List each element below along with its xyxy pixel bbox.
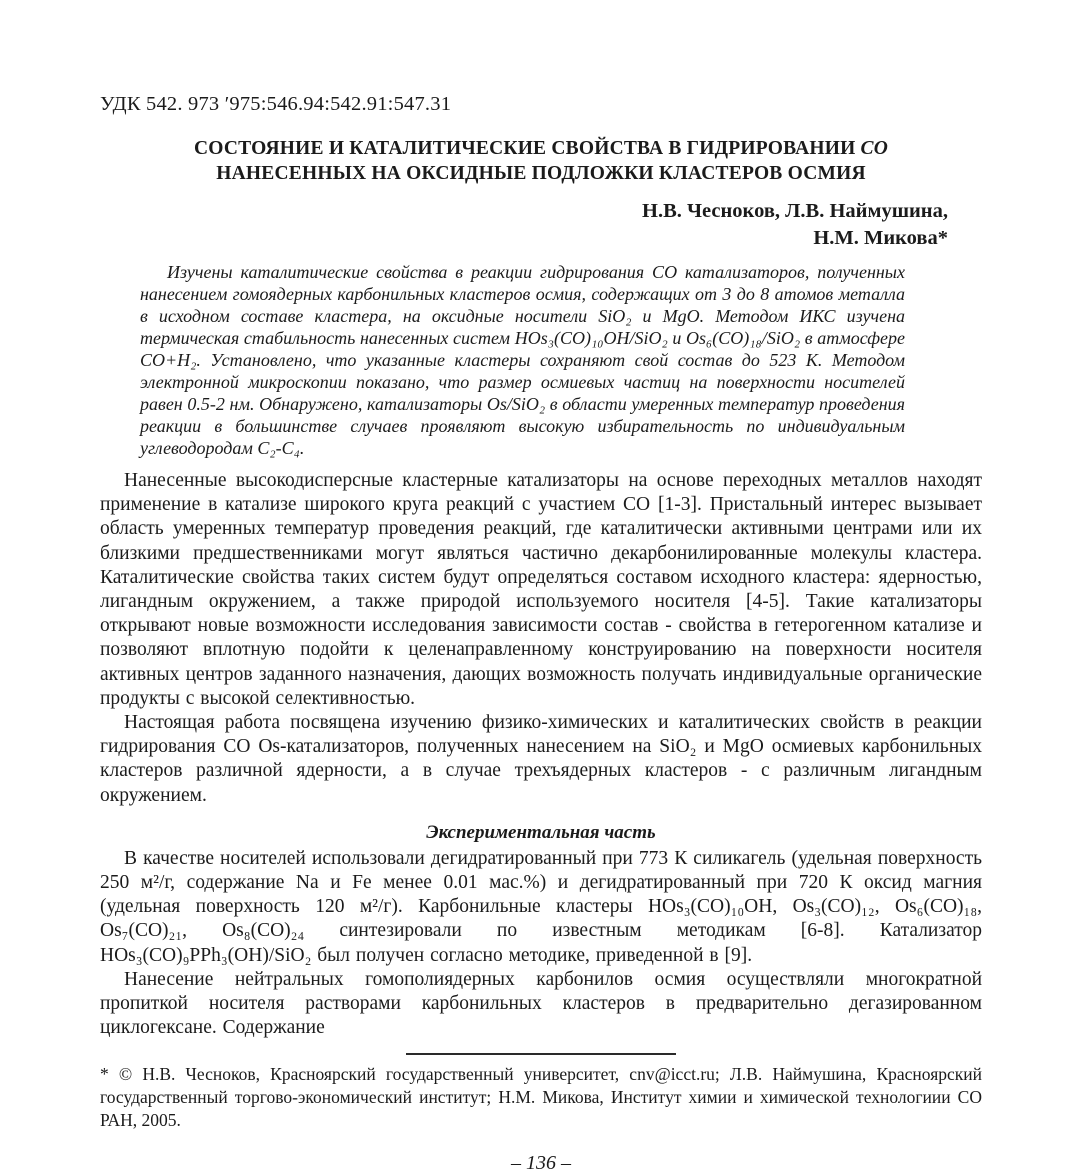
authors-line-1: Н.В. Чесноков, Л.В. Наймушина,: [642, 200, 948, 222]
authors-block: [100, 198, 982, 252]
body-paragraph-3: В качестве носителей использовали дегидратированный при 773 К силикагель (удельная поверхность 250 м²/г, содержание Na и Fe менее 0.01 мас.%) и дегидратированный при 720 К оксид магния (удельная поверхность 120 м²/г). Карбонильные кластеры HOs₃(CO)₁₀OH, Os₃(CO)₁₂, Os₆(CO)₁₈, Os₇(CO)₂₁, Os₈(CO)₂₄ синтезировали по известным методикам [6-8]. Катализатор HOs₃(CO)₉PPh₃(OH)/SiO₂ был получен согласно методике, приведенной в [9].: [100, 847, 982, 966]
title-text-co-italic: СО: [860, 138, 888, 159]
title-line-1: [100, 136, 982, 161]
paper-title: [100, 136, 982, 186]
udc-code: УДК 542. 973 ′975:546.94:542.91:547.31: [100, 93, 452, 115]
footnote-divider: [406, 1053, 676, 1055]
body-paragraph-4: Нанесение нейтральных гомополиядерных карбонилов осмия осуществляли многократной пропиткой носителя растворами карбонильных кластеров в предварительно дегазированном циклогексане. Содержание: [100, 968, 982, 1039]
body-paragraph-2: Настоящая работа посвящена изучению физико-химических и каталитических свойств в реакции гидрирования СО Os-катализаторов, полученных нанесением на SiO₂ и MgO осмиевых карбонильных кластеров различной ядерности, а в случае трехъядерных кластеров - с различным лигандным окружением.: [100, 712, 982, 806]
section-heading-experimental: Экспериментальная часть: [426, 821, 656, 843]
title-text-main: СОСТОЯНИЕ И КАТАЛИТИЧЕСКИЕ СВОЙСТВА В ГИДРИРОВАНИИ: [194, 138, 856, 159]
abstract-text: Изучены каталитические свойства в реакции гидрирования СО катализаторов, полученных нанесением гомоядерных карбонильных кластеров осмия, содержащих от 3 до 8 атомов металла в исходном составе кластера, на оксидные носители SiO₂ и MgO. Методом ИКС изучена термическая стабильность нанесенных систем HOs₃(CO)₁₀OH/SiO₂ и Os₆(CO)₁₈/SiO₂ в атмосфере CO+H₂. Установлено, что указанные кластеры сохраняют свой состав до 523 К. Методом электронной микроскопии показано, что размер осмиевых частиц на поверхности носителей равен 0.5-2 нм. Обнаружено, катализаторы Os/SiO₂ в области умеренных температур проведения реакции в большинстве случаев проявляют высокую избирательность по индивидуальным углеводородам C₂-C₄.: [140, 262, 905, 458]
authors-line-2: Н.М. Микова*: [813, 227, 948, 249]
footnote-text: * © Н.В. Чесноков, Красноярский государственный университет, cnv@icct.ru; Л.В. Наймушина, Красноярский государственный торгово-экономический институт; Н.М. Микова, Институт химии и химической технологиии СО РАН, 2005.: [100, 1064, 982, 1131]
title-line-2: НАНЕСЕННЫХ НА ОКСИДНЫЕ ПОДЛОЖКИ КЛАСТЕРОВ ОСМИЯ: [216, 163, 866, 184]
page-number: – 136 –: [511, 1152, 571, 1175]
body-paragraph-1: Нанесенные высокодисперсные кластерные катализаторы на основе переходных металлов находят применение в катализе широкого круга реакций с участием СО [1-3]. Пристальный интерес вызывает область умеренных температур проведения реакций, где каталитически активными центрами или их близкими предшественниками могут являться частично декарбонилированные молекулы кластера. Каталитические свойства таких систем будут определяться составом исходного кластера: ядерностью, лигандным окружением, а также природой используемого носителя [4-5]. Такие катализаторы открывают новые возможности исследования зависимости состав - свойства в гетерогенном катализе и позволяют вплотную подойти к целенаправленному конструированию на поверхности носителя активных центров заданного назначения, дающих возможность получать индивидуальные органические продукты с высокой селективностью.: [100, 470, 982, 709]
